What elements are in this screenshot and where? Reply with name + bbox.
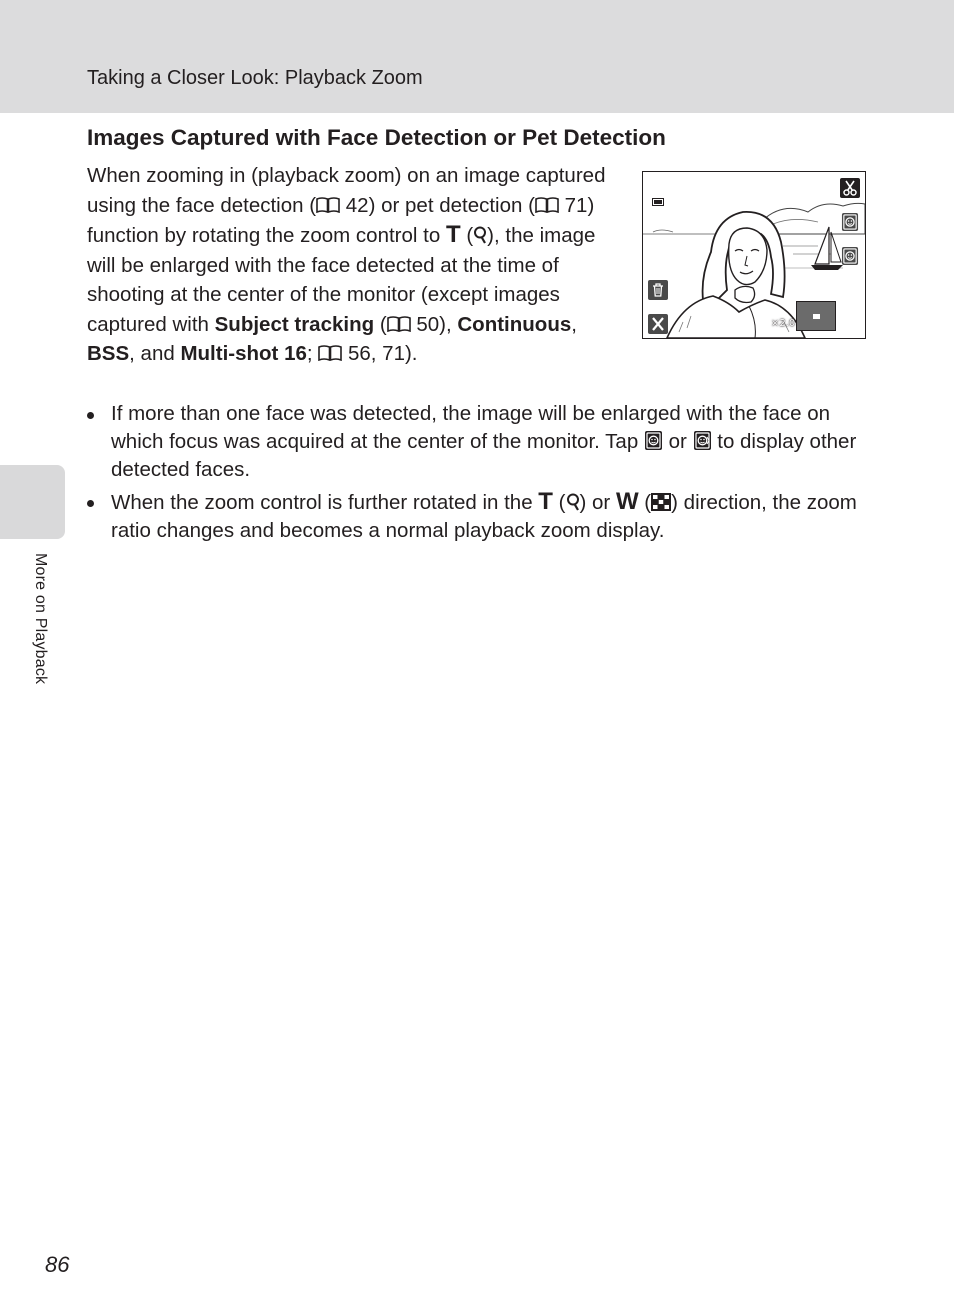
intro-text: 71) function by rotating the zoom control to xyxy=(87,193,595,247)
intro-text: 42) or pet detection ( xyxy=(340,193,535,217)
section-title: Images Captured with Face Detection or Pet Detection xyxy=(87,125,666,150)
face-prev-button[interactable] xyxy=(841,212,859,232)
page-number: 86 xyxy=(45,1252,70,1277)
magnify-icon xyxy=(473,226,487,244)
bullet-dot xyxy=(87,500,94,507)
continuous-term: Continuous xyxy=(457,312,572,336)
intro-text: , xyxy=(571,312,577,336)
intro-text: ( xyxy=(374,312,387,336)
multi-shot-term: Multi-shot 16 xyxy=(180,342,307,365)
zoom-area-indicator xyxy=(813,314,820,319)
camera-monitor-illustration xyxy=(642,171,866,339)
wide-symbol: W xyxy=(615,488,639,515)
intro-text: , and xyxy=(129,342,181,365)
zoom-ratio-label: ×2.0 xyxy=(771,318,796,329)
side-tab xyxy=(0,465,65,539)
intro-text: ; xyxy=(306,342,319,365)
tele-symbol: T xyxy=(445,221,461,248)
bullet-text: ) direction, the zoom ratio changes and becomes a normal playback zoom display. xyxy=(111,491,857,542)
book-icon xyxy=(387,316,411,332)
bullet-text: to display other detected faces. xyxy=(111,430,857,481)
subject-tracking-term: Subject tracking xyxy=(214,312,375,336)
book-icon xyxy=(318,345,342,361)
bullet-text: ) or xyxy=(579,491,616,514)
face-next-icon xyxy=(693,430,712,451)
bullet-dot xyxy=(87,412,94,419)
list-item xyxy=(87,488,877,545)
list-item xyxy=(87,400,877,484)
bullet-text: or xyxy=(662,430,693,453)
bullet-text: If more than one face was detected, the image will be enlarged with the face on which focus was acquired at the center of the monitor. Tap xyxy=(111,402,831,453)
thumbnail-grid-icon xyxy=(651,493,671,511)
magnify-icon xyxy=(566,493,580,511)
side-tab-label: More on Playback xyxy=(32,553,49,685)
battery-icon xyxy=(652,198,665,206)
intro-text: 50), xyxy=(410,312,458,336)
header-title: Taking a Closer Look: Playback Zoom xyxy=(87,67,423,89)
close-icon[interactable] xyxy=(648,314,668,334)
intro-text: ), the image will be enlarged with the face detected at the time of shooting at the center of the monitor (except images captured with xyxy=(87,224,596,336)
bullet-list xyxy=(87,400,877,549)
intro-text: When zooming in (playback zoom) on an image captured using the face detection ( xyxy=(87,164,606,217)
header-band xyxy=(0,0,954,113)
trash-icon[interactable] xyxy=(648,280,668,300)
tele-symbol: T xyxy=(538,488,553,515)
intro-text: 56, 71). xyxy=(342,342,418,365)
bullet-text: When the zoom control is further rotated in the xyxy=(111,491,539,514)
face-next-button[interactable] xyxy=(841,246,859,266)
book-icon xyxy=(316,197,340,213)
face-prev-icon xyxy=(644,430,663,451)
book-icon xyxy=(535,197,559,213)
bullet-text: ( xyxy=(638,491,652,514)
crop-icon[interactable] xyxy=(840,178,860,198)
bss-term: BSS xyxy=(87,342,130,365)
zoom-navigation-box xyxy=(796,301,836,331)
intro-text: ( xyxy=(460,224,474,247)
bullet-text: ( xyxy=(552,491,566,514)
intro-paragraph xyxy=(87,161,617,369)
